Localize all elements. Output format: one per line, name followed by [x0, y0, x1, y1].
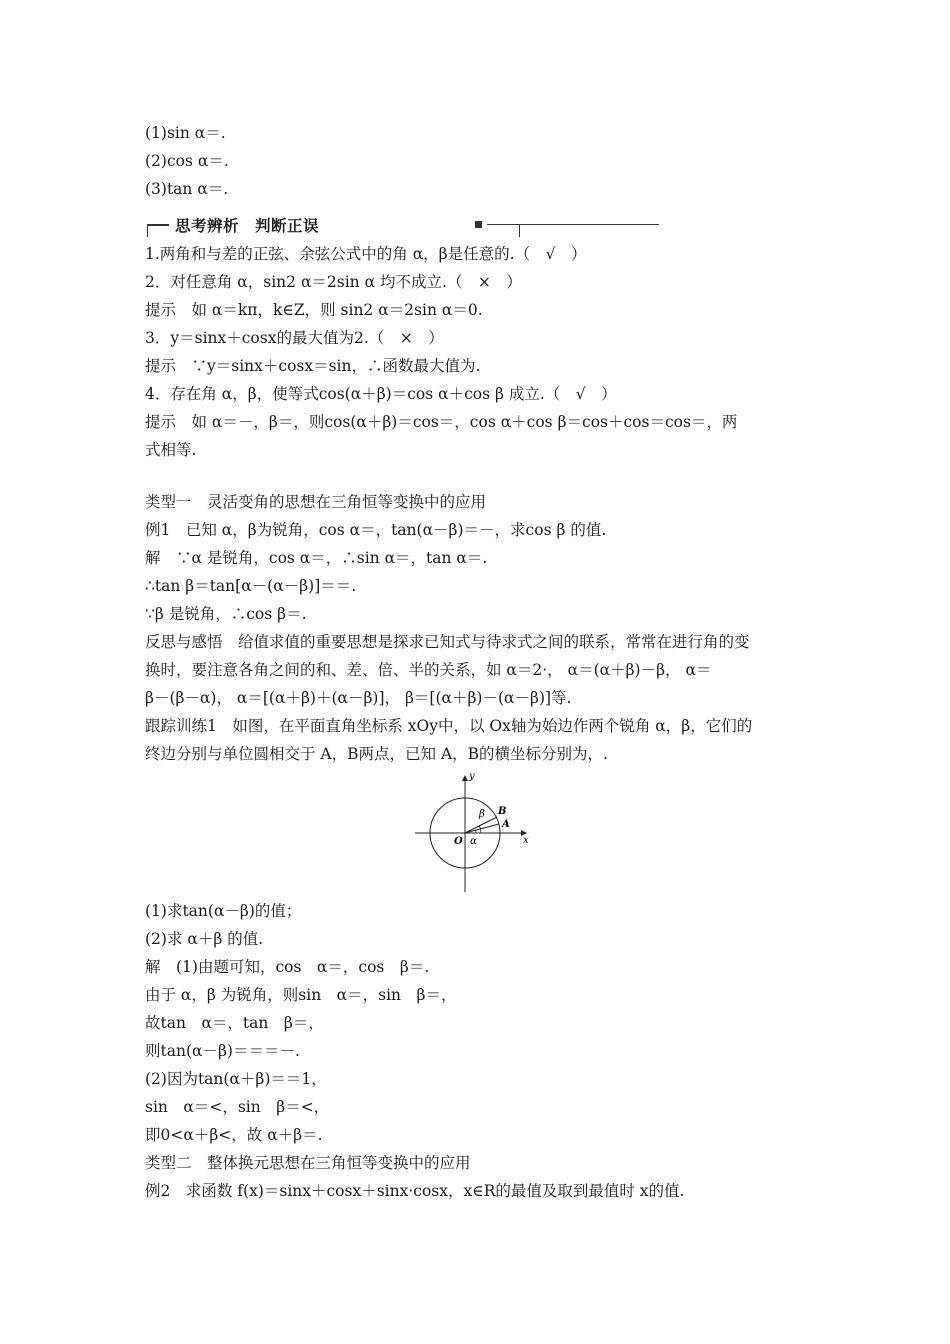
- text-line: 由于 α，β 为锐角，则sin α＝，sin β＝，: [145, 986, 457, 1004]
- section-heading: 类型二 整体换元思想在三角恒等变换中的应用: [145, 1154, 471, 1172]
- banner-square-icon: [475, 221, 482, 228]
- text-line: 提示 如 α＝kπ，k∈Z，则 sin2 α＝2sin α＝0.: [145, 301, 483, 319]
- text-line: (3)tan α＝.: [145, 180, 229, 198]
- section-heading: 类型一 灵活变角的思想在三角恒等变换中的应用: [145, 493, 487, 511]
- angle-label-beta: β: [479, 809, 485, 820]
- text-line: 即0<α＋β<，故 α＋β＝.: [145, 1126, 323, 1144]
- text-line: 提示 如 α＝－，β＝，则cos(α＋β)＝cos＝，cos α＋cos β＝cos＋cos＝cos＝，两: [145, 413, 738, 431]
- text-line: 终边分别与单位圆相交于 A，B两点，已知 A，B的横坐标分别为，.: [145, 745, 608, 763]
- text-line: 式相等.: [145, 441, 197, 459]
- section-banner: [145, 213, 520, 237]
- text-line: 提示 ∵y＝sinx＋cosx＝sin，∴函数最大值为.: [145, 357, 481, 375]
- text-line: (2)求 α＋β 的值.: [145, 930, 264, 948]
- text-line: 2．对任意角 α，sin2 α＝2sin α 均不成立.（ × ）: [145, 273, 522, 291]
- text-line: β－(β－α)， α＝[(α＋β)＋(α－β)]， β＝[(α＋β)－(α－β)]等.: [145, 689, 572, 707]
- text-line: (2)因为tan(α＋β)＝＝1，: [145, 1070, 327, 1088]
- text-line: 则tan(α－β)＝＝＝－.: [145, 1042, 300, 1060]
- text-line: 例1 已知 α，β为锐角，cos α＝，tan(α－β)＝－，求cos β 的值.: [145, 521, 607, 539]
- text-line: 故tan α＝，tan β＝，: [145, 1014, 324, 1032]
- text-line: 解 (1)由题可知，cos α＝，cos β＝.: [145, 958, 430, 976]
- banner-tick-right: [519, 224, 520, 237]
- text-line: (1)sin α＝.: [145, 124, 226, 142]
- axis-label-y: y: [469, 771, 475, 782]
- axis-label-x: x: [523, 835, 529, 846]
- banner-rule-left: [147, 224, 169, 226]
- text-line: ∵β 是锐角，∴cos β＝.: [145, 605, 307, 623]
- text-line: 解 ∵α 是锐角，cos α＝，∴sin α＝，tan α＝.: [145, 549, 488, 567]
- text-line: 1.两角和与差的正弦、余弦公式中的角 α，β是任意的.（ √ ）: [145, 245, 587, 263]
- text-line: 换时，要注意各角之间的和、差、倍、半的关系，如 α＝2·， α＝(α＋β)－β， α＝: [145, 661, 712, 679]
- banner-rule-right: [487, 224, 659, 225]
- unit-circle-figure: [410, 770, 535, 895]
- text-line: (2)cos α＝.: [145, 152, 229, 170]
- point-label-a: A: [502, 819, 510, 830]
- terminal-side-a: [465, 824, 499, 833]
- banner-title: 思考辨析 判断正误: [175, 217, 320, 235]
- point-label-b: B: [498, 806, 507, 817]
- angle-label-alpha: α: [470, 836, 477, 847]
- text-line: 例2 求函数 f(x)＝sinx＋cosx＋sinx·cosx，x∈R的最值及取到最值时 x的值.: [145, 1182, 685, 1200]
- text-line: 4．存在角 α，β，使等式cos(α＋β)＝cos α＋cos β 成立.（ √ ）: [145, 385, 617, 403]
- text-line: (1)求tan(α－β)的值；: [145, 902, 302, 920]
- text-line: 3．y＝sinx＋cosx的最大值为2.（ × ）: [145, 329, 444, 347]
- text-line: 跟踪训练1 如图，在平面直角坐标系 xOy中，以 Ox轴为始边作两个锐角 α，β，它们的: [145, 717, 753, 735]
- text-line: ∴tan β＝tan[α－(α－β)]＝＝.: [145, 577, 357, 595]
- text-line: 反思与感悟 给值求值的重要思想是探求已知式与待求式之间的联系，常常在进行角的变: [145, 633, 750, 651]
- text-line: sin α＝<，sin β＝<，: [145, 1098, 330, 1116]
- banner-tick-left: [147, 224, 148, 237]
- unit-circle-diagram: [410, 770, 535, 895]
- origin-label: O: [454, 836, 463, 847]
